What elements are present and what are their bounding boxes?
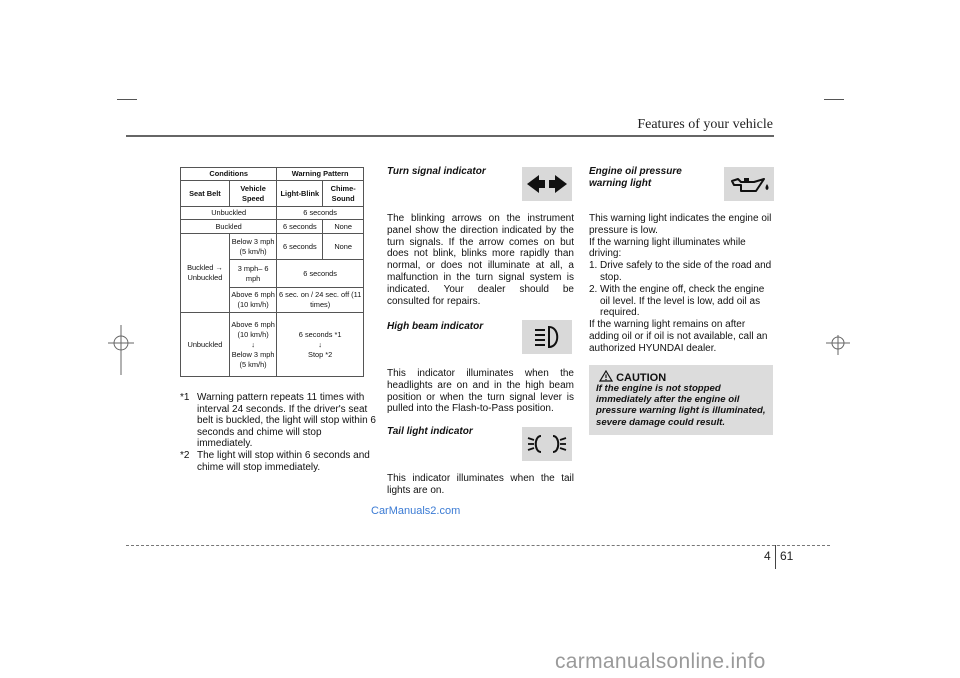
crop-mark	[824, 99, 844, 100]
caution-text: If the engine is not stopped immediately after the engine oil pressure warning light is illuminated, severe damage could result.	[596, 383, 766, 428]
header-warning-pattern: Warning Pattern	[277, 168, 364, 181]
table-cell: None	[323, 234, 364, 260]
watermark-link[interactable]: CarManuals2.com	[371, 505, 461, 517]
chapter-number: 4	[764, 549, 771, 563]
oil-paragraph-2: If the warning light illuminates while driving:	[589, 236, 746, 260]
oil-paragraph-1: This warning light indicates the engine oil pressure is low.	[589, 213, 772, 236]
footer-dashed-rule	[126, 545, 830, 546]
table-cell: 6 seconds	[277, 220, 323, 234]
footer-watermark: carmanualsonline.info	[555, 650, 766, 673]
table-cell	[277, 313, 364, 377]
step-text: With the engine off, check the engine oil level. If the level is low, add oil as required.	[600, 283, 765, 319]
list-item	[589, 260, 774, 284]
footnote-1	[180, 392, 376, 450]
table-cell: Buckled → Unbuckled	[181, 234, 230, 313]
header-vehicle-speed: Vehicle Speed	[229, 181, 276, 207]
turn-signal-body: The blinking arrows on the instrument panel show the direction indicated by the turn signals. If the arrow comes on but does not blink, blinks more rapidly than normal, or does not illuminate at all, a malfunction in the turn signal system is indicated. Your dealer should be consulted for repairs.	[387, 213, 574, 307]
caution-box	[589, 365, 773, 435]
section-title: Turn signal indicator	[387, 166, 486, 177]
table-cell: Unbuckled	[181, 313, 230, 377]
oil-paragraph-3: If the warning light remains on after adding oil or if oil is not available, call an authorized HYUNDAI dealer.	[589, 319, 768, 354]
table-cell	[229, 313, 276, 377]
pattern-second: Stop *2	[308, 349, 333, 359]
pattern-first: 6 seconds *1	[298, 329, 342, 339]
footnote-text: Warning pattern repeats 11 times with interval 24 seconds. If the driver's seat belt is buckled, the light will stop within 6 seconds and chime will stop immediately.	[197, 392, 376, 450]
speed-above: Above 6 mph (10 km/h)	[231, 319, 275, 339]
header-chime-sound: Chime-Sound	[323, 181, 364, 207]
table-cell: None	[323, 220, 364, 234]
section-title: High beam indicator	[387, 321, 484, 332]
table-cell: Below 3 mph (5 km/h)	[229, 234, 276, 260]
header-rule	[126, 135, 774, 137]
oil-steps	[589, 260, 774, 319]
page-divider	[775, 545, 776, 569]
seatbelt-warning-table	[180, 167, 364, 377]
header-seat-belt: Seat Belt	[181, 181, 230, 207]
high-beam-body: This indicator illuminates when the headlights are on and in the high beam position or when the turn signal lever is pulled into the Flash-to-Pass position.	[387, 368, 574, 415]
footnote-2	[180, 450, 376, 473]
header-light-blink: Light-Blink	[277, 181, 323, 207]
step-number: 2.	[589, 283, 598, 295]
page-number: 61	[780, 549, 794, 563]
table-cell: 6 seconds	[277, 234, 323, 260]
section-title-line2: warning light	[589, 178, 652, 189]
list-item	[589, 284, 774, 319]
footnote-text: The light will stop within 6 seconds and chime will stop immediately.	[197, 449, 370, 473]
caution-label: CAUTION	[616, 372, 667, 384]
section-title-line1: Engine oil pressure	[589, 166, 682, 177]
table-cell: Buckled	[181, 220, 277, 234]
registration-mark-right	[826, 330, 850, 360]
table-cell: 6 sec. on / 24 sec. off (11 times)	[277, 288, 364, 313]
footnote-marker: *2	[180, 449, 190, 461]
registration-mark-left	[108, 325, 134, 375]
tail-light-icon	[522, 427, 572, 461]
tail-light-body: This indicator illuminates when the tail lights are on.	[387, 473, 574, 496]
turn-arrows-icon	[522, 167, 572, 201]
high-beam-icon	[522, 320, 572, 354]
warning-triangle-icon	[599, 370, 613, 382]
header-conditions: Conditions	[181, 168, 277, 181]
step-number: 1.	[589, 260, 598, 272]
header-title: Features of your vehicle	[637, 117, 773, 132]
down-arrow-icon: ↓	[251, 339, 255, 349]
down-arrow-icon: ↓	[318, 339, 322, 349]
table-cell: 6 seconds	[277, 207, 364, 220]
table-cell: 6 seconds	[277, 260, 364, 288]
oil-pressure-body	[589, 213, 774, 355]
table-cell: Unbuckled	[181, 207, 277, 220]
step-text: Drive safely to the side of the road and stop.	[600, 260, 772, 283]
oil-can-icon	[724, 167, 774, 201]
caution-heading	[599, 370, 666, 384]
section-title: Tail light indicator	[387, 426, 473, 437]
table-footnotes	[180, 392, 376, 473]
footnote-marker: *1	[180, 392, 190, 403]
table-cell: 3 mph– 6 mph	[229, 260, 276, 288]
crop-mark	[117, 99, 137, 100]
speed-below: Below 3 mph (5 km/h)	[231, 349, 275, 369]
table-cell: Above 6 mph (10 km/h)	[229, 288, 276, 313]
